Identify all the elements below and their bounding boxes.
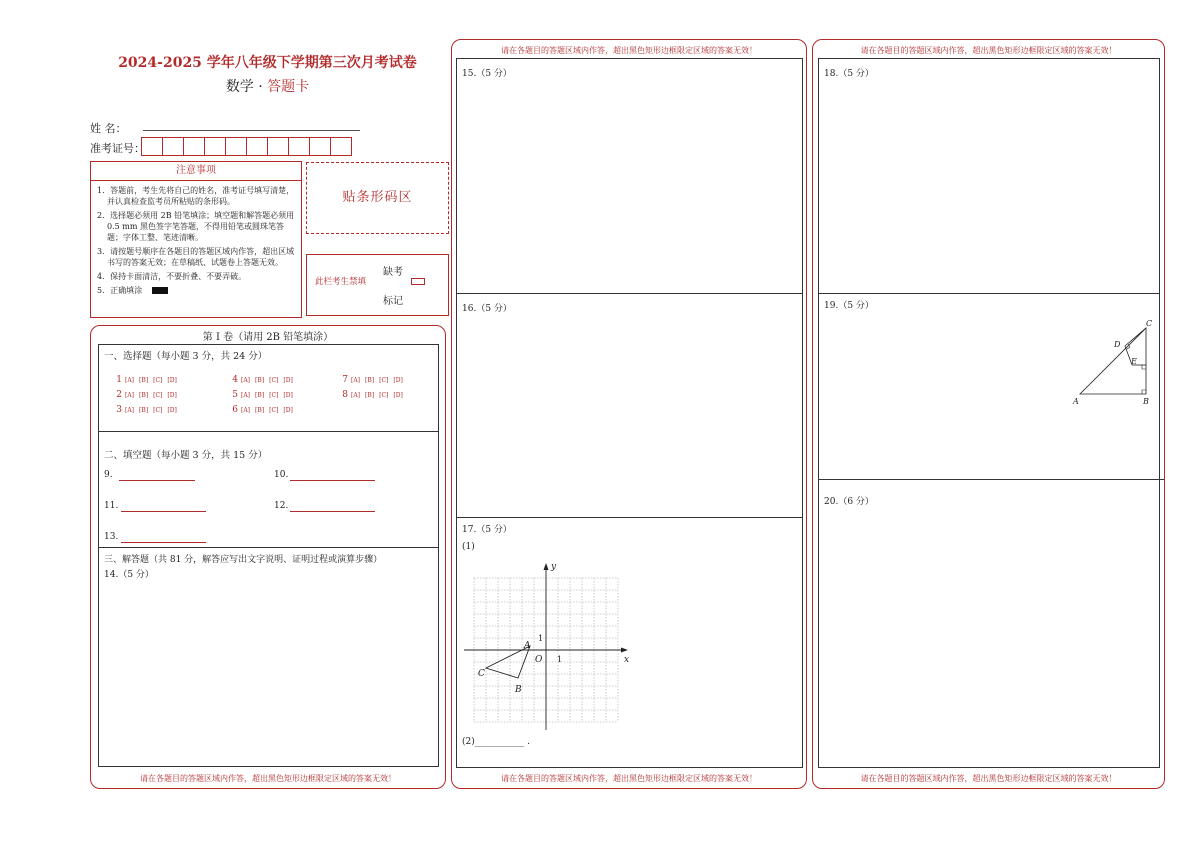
question-14-label: 14.（5 分）	[104, 570, 154, 580]
question-19-label: 19.（5 分）	[824, 301, 874, 311]
section1-title: 一、选择题（每小题 3 分，共 24 分）	[104, 351, 268, 362]
notice-item: 4．保持卡面清洁，不要折叠、不要弄破。	[97, 272, 247, 281]
exam-title: 2024-2025 学年八年级下学期第三次月考试卷	[118, 55, 417, 71]
y-axis-label: y	[551, 562, 557, 572]
blank-label: 9.	[104, 470, 113, 480]
section2-title: 二、填空题（每小题 3 分，共 15 分）	[104, 450, 268, 461]
mc-question[interactable]: 6 [A] [B] [C] [D]	[232, 405, 293, 415]
mc-question[interactable]: 8 [A] [B] [C] [D]	[342, 390, 403, 400]
point-d-label: D	[1114, 340, 1121, 349]
blank-answer-line[interactable]	[290, 480, 375, 481]
name-field[interactable]	[143, 130, 360, 131]
triangle-figure	[1070, 316, 1160, 408]
divider	[456, 517, 803, 518]
mc-question[interactable]: 5 [A] [B] [C] [D]	[232, 390, 293, 400]
mc-question[interactable]: 7 [A] [B] [C] [D]	[342, 375, 403, 385]
id-box[interactable]	[183, 137, 205, 156]
question-18-label: 18.（5 分）	[824, 69, 874, 79]
mc-question[interactable]: 4 [A] [B] [C] [D]	[232, 375, 293, 385]
divider	[818, 479, 1164, 480]
id-box[interactable]	[225, 137, 247, 156]
area-warning: 请在各题目的答题区域内作答，超出黑色矩形边框限定区域的答案无效！	[140, 774, 396, 783]
id-box[interactable]	[288, 137, 310, 156]
blank-answer-line[interactable]	[119, 480, 195, 481]
blank-label: 13.	[104, 532, 119, 542]
absent-bottom-label: 标记	[383, 296, 403, 307]
part1-title: 第 I 卷（请用 2B 铅笔填涂）	[202, 332, 334, 343]
barcode-area: 贴条形码区	[306, 162, 449, 234]
point-a-label: A	[1073, 397, 1079, 406]
point-b-label: B	[515, 685, 522, 695]
id-box[interactable]	[309, 137, 331, 156]
filled-mark-icon	[152, 287, 168, 294]
point-a-label: A	[524, 641, 531, 651]
blank-answer-line[interactable]	[121, 511, 206, 512]
question-17-part2: (2)___________ .	[462, 737, 530, 747]
column3-inner-box	[818, 58, 1160, 768]
mc-question[interactable]: 2 [A] [B] [C] [D]	[116, 390, 177, 400]
area-warning: 请在各题目的答题区域内作答，超出黑色矩形边框限定区域的答案无效！	[860, 46, 1117, 55]
y-axis-arrow-icon	[544, 563, 549, 570]
divider	[98, 547, 439, 548]
question-16-label: 16.（5 分）	[462, 304, 512, 314]
blank-answer-line[interactable]	[290, 511, 375, 512]
exam-subtitle	[90, 76, 445, 96]
area-warning: 请在各题目的答题区域内作答，超出黑色矩形边框限定区域的答案无效！	[501, 46, 757, 55]
notice-item: 2．选择题必须用 2B 铅笔填涂；填空题和解答题必须用 0.5 mm 黑色签字笔答题，不得用铅笔或圆珠笔答题；字体工整、笔迹清晰。	[97, 211, 295, 242]
id-box[interactable]	[162, 137, 184, 156]
point-e-label: E	[1131, 357, 1137, 366]
divider	[98, 431, 439, 432]
subject-label: 数学	[225, 79, 254, 95]
right-angle-e-icon	[1142, 365, 1146, 369]
point-b-label: B	[1143, 397, 1149, 406]
id-box[interactable]	[246, 137, 268, 156]
x-unit-label: 1	[557, 655, 563, 664]
blank-label: 10.	[274, 470, 289, 480]
blank-label: 11.	[104, 501, 119, 511]
answer-card-label: 答题卡	[267, 79, 310, 95]
coordinate-grid-figure	[460, 558, 640, 733]
area-warning: 请在各题目的答题区域内作答，超出黑色矩形边框限定区域的答案无效！	[860, 774, 1117, 783]
id-box[interactable]	[267, 137, 289, 156]
divider	[456, 293, 803, 294]
area-warning: 请在各题目的答题区域内作答，超出黑色矩形边框限定区域的答案无效！	[501, 774, 757, 783]
question-17-label: 17.（5 分）	[462, 525, 512, 535]
absent-checkbox[interactable]	[411, 278, 425, 285]
mc-question[interactable]: 3 [A] [B] [C] [D]	[116, 405, 177, 415]
point-c-label: C	[478, 669, 485, 679]
x-axis-label: x	[624, 655, 630, 665]
id-box[interactable]	[141, 137, 163, 156]
name-label: 姓 名：	[90, 122, 127, 135]
divider	[818, 293, 1160, 294]
notice-box	[90, 161, 302, 318]
notice-item-label: 5．正确填涂	[97, 286, 143, 295]
id-boxes	[141, 137, 351, 156]
origin-label: O	[535, 655, 543, 665]
notice-item-fill-example	[91, 285, 301, 296]
blank-answer-line[interactable]	[121, 542, 206, 543]
separator-dot: ·	[258, 79, 263, 95]
mc-question[interactable]: 1 [A] [B] [C] [D]	[116, 375, 177, 385]
y-unit-label: 1	[538, 634, 544, 643]
right-angle-b-icon	[1142, 390, 1146, 394]
segment-dc	[1125, 328, 1146, 346]
question-17-part1: (1)	[462, 542, 475, 552]
absent-mark-box	[306, 254, 449, 316]
question-20-label: 20.（6 分）	[824, 497, 874, 507]
id-box[interactable]	[204, 137, 226, 156]
notice-item: 3．请按题号顺序在各题目的答题区域内作答，超出区域书写的答案无效；在草稿纸、试题卷上答题无效。	[97, 247, 295, 267]
notice-item: 1．答题前，考生先将自己的姓名，准考证号填写清楚，并认真检查监考员所粘贴的条形码。	[97, 186, 295, 206]
id-box[interactable]	[330, 137, 352, 156]
absent-note: 此栏考生禁填	[315, 277, 367, 287]
id-label: 准考证号：	[90, 142, 145, 155]
notice-heading: 注意事项	[91, 162, 301, 181]
absent-top-label: 缺考	[383, 267, 403, 278]
x-axis-arrow-icon	[621, 648, 628, 653]
blank-label: 12.	[274, 501, 289, 511]
question-15-label: 15.（5 分）	[462, 69, 512, 79]
section3-title: 三、解答题（共 81 分，解答应写出文字说明、证明过程或演算步骤）	[104, 555, 383, 565]
point-c-label: C	[1146, 319, 1153, 328]
